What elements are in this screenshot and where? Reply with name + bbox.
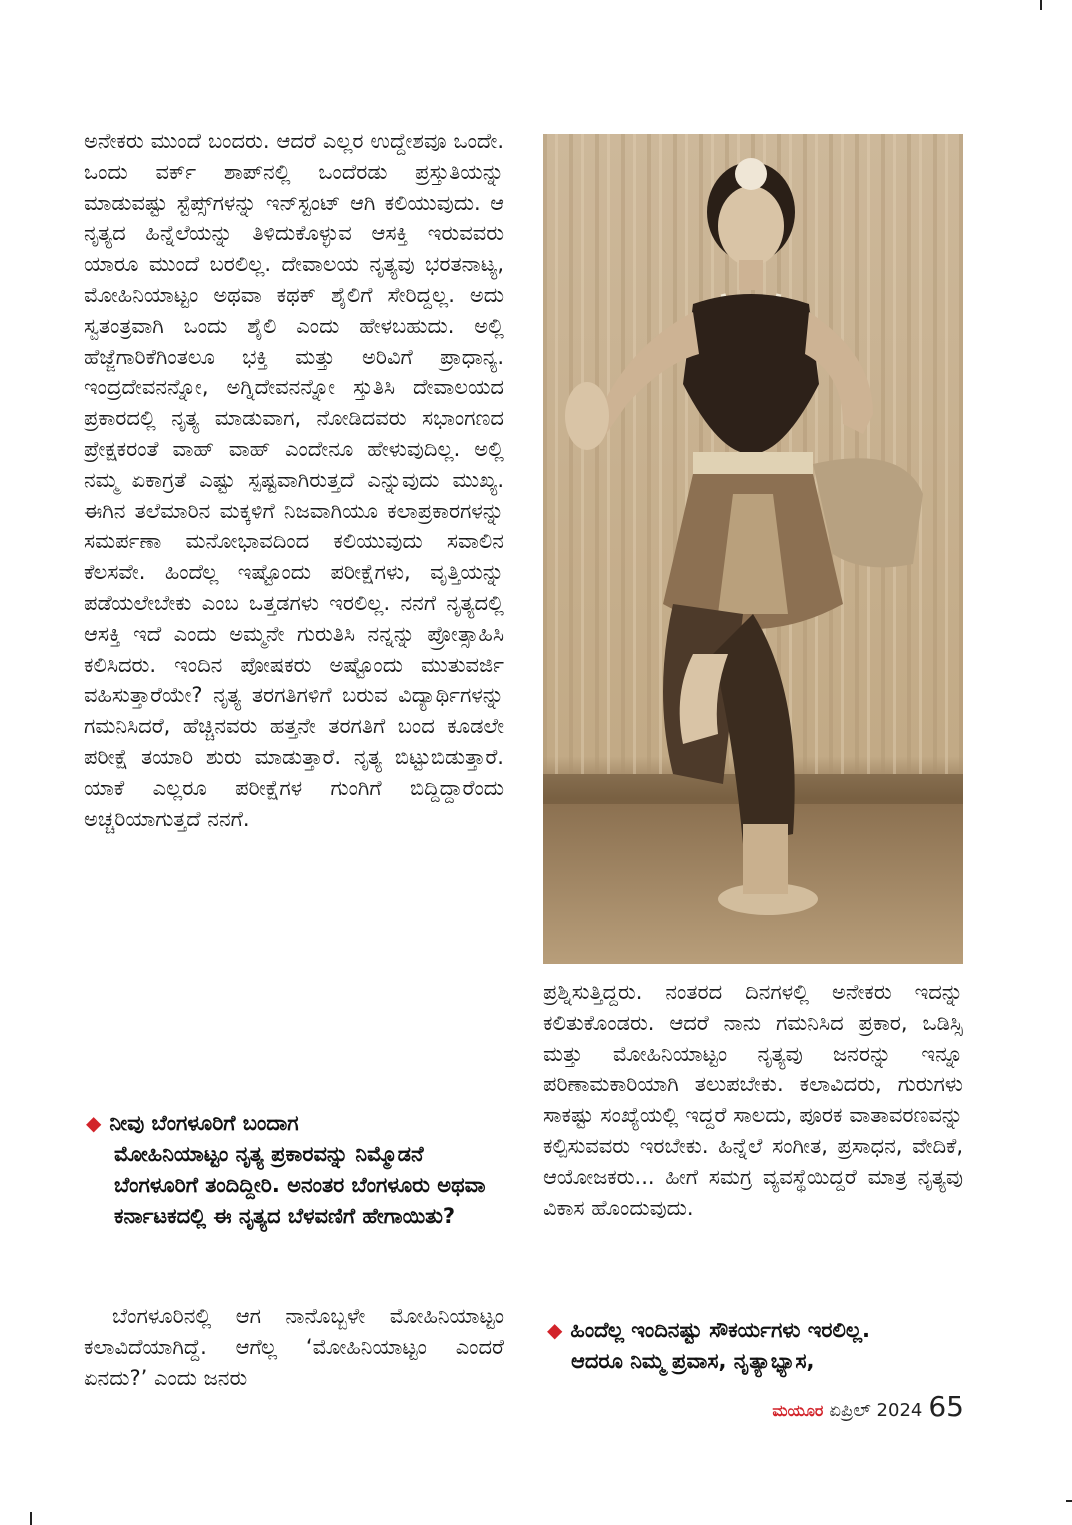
dancer-photograph <box>543 134 963 964</box>
right-column-text <box>543 977 963 1223</box>
crop-mark-bottom-right <box>1066 1500 1072 1502</box>
diamond-bullet-icon: ◆ <box>86 1111 102 1135</box>
diamond-bullet-icon: ◆ <box>547 1318 563 1342</box>
page-number: 65 <box>928 1390 964 1423</box>
question-first-line: ಹಿಂದೆಲ್ಲ ಇಂದಿನಷ್ಟು ಸೌಕರ್ಯಗಳು ಇರಲಿಲ್ಲ. <box>570 1318 871 1342</box>
question-heading <box>86 1108 506 1232</box>
crop-mark-top-right <box>1040 0 1042 10</box>
answer-paragraph: ಬೆಂಗಳೂರಿನಲ್ಲಿ ಆಗ ನಾನೊಬ್ಬಳೇ ಮೋಹಿನಿಯಾಟ್ಟಂ ಕಲಾವಿದೆಯಾಗಿದ್ದೆ. ಆಗೆಲ್ಲ ‘ಮೋಹಿನಿಯಾಟ್ಟಂ ಎಂದರೆ ಏನದು?’ ಎಂದು ಜನರು <box>84 1304 504 1390</box>
question-continuation: ಆದರೂ ನಿಮ್ಮ ಪ್ರವಾಸ, ನೃತ್ಯಾಭ್ಯಾಸ, <box>571 1349 815 1373</box>
question-heading <box>547 1315 967 1377</box>
question-continuation: ಮೋಹಿನಿಯಾಟ್ಟಂ ನೃತ್ಯ ಪ್ರಕಾರವನ್ನು ನಿಮ್ಮೊಡನೆ ಬೆಂಗಳೂರಿಗೆ ತಂದಿದ್ದೀರಿ. ಅನಂತರ ಬೆಂಗಳೂರು ಅಥವಾ ಕರ್ನಾಟಕದಲ್ಲಿ ಈ ನೃತ್ಯದ ಬೆಳವಣಿಗೆ ಹೇಗಾಯಿತು? <box>114 1142 486 1228</box>
magazine-logo: ಮಯೂರ <box>772 1401 824 1420</box>
body-paragraph: ಪ್ರಶ್ನಿಸುತ್ತಿದ್ದರು. ನಂತರದ ದಿನಗಳಲ್ಲಿ ಅನೇಕರು ಇದನ್ನು ಕಲಿತುಕೊಂಡರು. ಆದರೆ ನಾನು ಗಮನಿಸಿದ ಪ್ರಕಾರ, ಒಡಿಸ್ಸಿ ಮತ್ತು ಮೋಹಿನಿಯಾಟ್ಟಂ ನೃತ್ಯವು ಜನರನ್ನು ಇನ್ನೂ ಪರಿಣಾಮಕಾರಿಯಾಗಿ ತಲುಪಬೇಕು. ಕಲಾವಿದರು, ಗುರುಗಳು ಸಾಕಷ್ಟು ಸಂಖ್ಯೆಯಲ್ಲಿ ಇದ್ದರೆ ಸಾಲದು, ಪೂರಕ ವಾತಾವರಣವನ್ನು ಕಲ್ಪಿಸುವವರು ಇರಬೇಕು. ಹಿನ್ನೆಲೆ ಸಂಗೀತ, ಪ್ರಸಾಧನ, ವೇದಿಕೆ, ಆಯೋಜಕರು... ಹೀಗೆ ಸಮಗ್ರ ವ್ಯವಸ್ಥೆಯಿದ್ದರೆ ಮಾತ್ರ ನೃತ್ಯವು ವಿಕಾಸ ಹೊಂದುವುದು. <box>543 980 963 1220</box>
body-paragraph: ಅನೇಕರು ಮುಂದೆ ಬಂದರು. ಆದರೆ ಎಲ್ಲರ ಉದ್ದೇಶವೂ ಒಂದೇ. ಒಂದು ವರ್ಕ್ ಶಾಪ್‌ನಲ್ಲಿ ಒಂದೆರಡು ಪ್ರಸ್ತುತಿಯನ್ನು ಮಾಡುವಷ್ಟು ಸ್ಟೆಪ್ಸ್‌ಗಳನ್ನು ಇನ್‌ಸ್ಟಂಟ್ ಆಗಿ ಕಲಿಯುವುದು. ಆ ನೃತ್ಯದ ಹಿನ್ನೆಲೆಯನ್ನು ತಿಳಿದುಕೊಳ್ಳುವ ಆಸಕ್ತಿ ಇರುವವರು ಯಾರೂ ಮುಂದೆ ಬರಲಿಲ್ಲ. ದೇವಾಲಯ ನೃತ್ಯವು ಭರತನಾಟ್ಯ, ಮೋಹಿನಿಯಾಟ್ಟಂ ಅಥವಾ ಕಥಕ್ ಶೈಲಿಗೆ ಸೇರಿದ್ದಲ್ಲ. ಅದು ಸ್ವತಂತ್ರವಾಗಿ ಒಂದು ಶೈಲಿ ಎಂದು ಹೇಳಬಹುದು. ಅಲ್ಲಿ ಹೆಜ್ಜೆಗಾರಿಕೆಗಿಂತಲೂ ಭಕ್ತಿ ಮತ್ತು ಅರಿವಿಗೆ ಪ್ರಾಧಾನ್ಯ. ಇಂದ್ರದೇವನನ್ನೋ, ಅಗ್ನಿದೇವನನ್ನೋ ಸ್ತುತಿಸಿ ದೇವಾಲಯದ ಪ್ರಕಾರದಲ್ಲಿ ನೃತ್ಯ ಮಾಡುವಾಗ, ನೋಡಿದವರು ಸಭಾಂಗಣದ ಪ್ರೇಕ್ಷಕರಂತೆ ವಾಹ್ ವಾಹ್ ಎಂದೇನೂ ಹೇಳುವುದಿಲ್ಲ. ಅಲ್ಲಿ ನಮ್ಮ ಏಕಾಗ್ರತೆ ಎಷ್ಟು ಸ್ಪಷ್ಟವಾಗಿರುತ್ತದೆ ಎನ್ನುವುದು ಮುಖ್ಯ. ಈಗಿನ ತಲೆಮಾರಿನ ಮಕ್ಕಳಿಗೆ ನಿಜವಾಗಿಯೂ ಕಲಾಪ್ರಕಾರಗಳನ್ನು ಸಮರ್ಪಣಾ ಮನೋಭಾವದಿಂದ ಕಲಿಯುವುದು ಸವಾಲಿನ ಕೆಲಸವೇ. ಹಿಂದೆಲ್ಲ ಇಷ್ಟೊಂದು ಪರೀಕ್ಷೆಗಳು, ವೃತ್ತಿಯನ್ನು ಪಡೆಯಲೇಬೇಕು ಎಂಬ ಒತ್ತಡಗಳು ಇರಲಿಲ್ಲ. ನನಗೆ ನೃತ್ಯದಲ್ಲಿ ಆಸಕ್ತಿ ಇದೆ ಎಂದು ಅಮ್ಮನೇ ಗುರುತಿಸಿ ನನ್ನನ್ನು ಪ್ರೋತ್ಸಾಹಿಸಿ ಕಲಿಸಿದರು. ಇಂದಿನ ಪೋಷಕರು ಅಷ್ಟೊಂದು ಮುತುವರ್ಜಿ ವಹಿಸುತ್ತಾರೆಯೇ? ನೃತ್ಯ ತರಗತಿಗಳಿಗೆ ಬರುವ ವಿದ್ಯಾರ್ಥಿಗಳನ್ನು ಗಮನಿಸಿದರೆ, ಹೆಚ್ಚಿನವರು ಹತ್ತನೇ ತರಗತಿಗೆ ಬಂದ ಕೂಡಲೇ ಪರೀಕ್ಷೆ ತಯಾರಿ ಶುರು ಮಾಡುತ್ತಾರೆ. ನೃತ್ಯ ಬಿಟ್ಟುಬಿಡುತ್ತಾರೆ. ಯಾಕೆ ಎಲ್ಲರೂ ಪರೀಕ್ಷೆಗಳ ಗುಂಗಿಗೆ ಬಿದ್ದಿದ್ದಾರೆಂದು ಅಚ್ಚರಿಯಾಗುತ್ತದೆ ನನಗೆ. <box>84 129 504 831</box>
page-footer <box>772 1390 964 1430</box>
left-column-text <box>84 126 504 834</box>
issue-date: ಏಪ್ರಿಲ್ 2024 <box>829 1400 923 1421</box>
crop-mark-bottom-left <box>30 1512 32 1525</box>
question-first-line: ನೀವು ಬೆಂಗಳೂರಿಗೆ ಬಂದಾಗ <box>109 1111 299 1135</box>
